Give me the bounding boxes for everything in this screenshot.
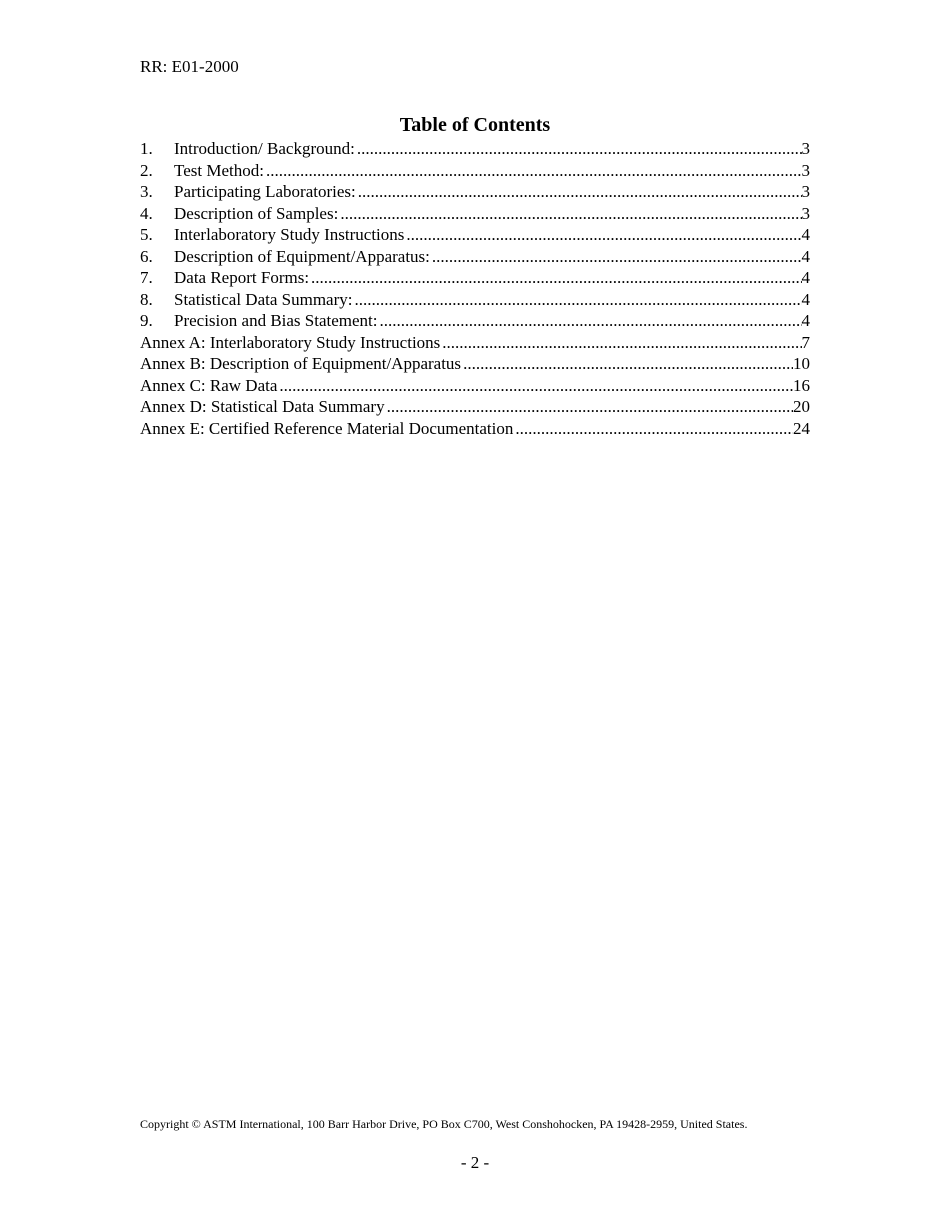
toc-entry-label: Introduction/ Background:	[174, 139, 355, 158]
toc-entry-label: Test Method:	[174, 160, 264, 180]
toc-dot-leader	[266, 160, 802, 182]
toc-entry-label: Data Report Forms:	[174, 268, 310, 287]
toc-dot-leader	[387, 396, 793, 418]
toc-entry-page: 3	[801, 139, 810, 158]
page-number: - 2 -	[460, 1153, 490, 1172]
toc-entry-annex-d[interactable]	[140, 396, 810, 418]
toc-entry-page: 7	[801, 332, 810, 352]
toc-entry-participating-laboratories[interactable]	[140, 181, 810, 203]
toc-title: Table of Contents	[399, 114, 551, 136]
toc-entry-number: 4.	[140, 203, 153, 223]
toc-entry-label: Statistical Data Summary:	[174, 289, 353, 309]
toc-entry-number: 7.	[140, 268, 153, 287]
toc-entry-page: 10	[793, 354, 810, 373]
toc-entry-label: Interlaboratory Study Instructions	[174, 225, 405, 244]
toc-entry-label: Annex D: Statistical Data Summary	[140, 397, 385, 416]
toc-entry-number: 5.	[140, 225, 153, 244]
toc-entry-page: 4	[801, 268, 810, 287]
toc-entry-label: Annex A: Interlaboratory Study Instructions	[140, 332, 441, 352]
toc-dot-leader	[340, 203, 801, 225]
toc-entry-page: 4	[801, 311, 810, 330]
toc-dot-leader	[406, 224, 801, 246]
toc-dot-leader	[442, 332, 801, 354]
toc-entry-page: 3	[801, 203, 810, 223]
toc-entry-number: 1.	[140, 139, 153, 158]
toc-entry-page: 24	[793, 418, 810, 438]
toc-entry-description-of-samples[interactable]	[140, 203, 810, 225]
toc-entry-annex-e[interactable]	[140, 418, 810, 440]
toc-entry-statistical-data-summary[interactable]	[140, 289, 810, 311]
toc-entry-annex-a[interactable]	[140, 332, 810, 354]
toc-entry-page: 4	[801, 289, 810, 309]
toc-entry-page: 3	[801, 160, 810, 180]
toc-entry-precision-and-bias[interactable]	[140, 310, 810, 332]
document-id-header: RR: E01-2000	[140, 57, 239, 76]
toc-entry-page: 4	[801, 246, 810, 266]
toc-entry-number: 3.	[140, 182, 153, 201]
toc-entry-data-report-forms[interactable]	[140, 267, 810, 289]
toc-entry-number: 6.	[140, 246, 153, 266]
toc-dot-leader	[311, 267, 801, 289]
toc-dot-leader	[357, 138, 802, 160]
toc-dot-leader	[515, 418, 793, 440]
toc-entry-label: Description of Samples:	[174, 203, 339, 223]
toc-entry-label: Annex B: Description of Equipment/Apparatus	[140, 354, 462, 373]
toc-entry-interlaboratory-study-instructions[interactable]	[140, 224, 810, 246]
toc-entry-label: Annex C: Raw Data	[140, 375, 278, 395]
toc-entry-number: 8.	[140, 289, 153, 309]
toc-dot-leader	[354, 289, 801, 311]
table-of-contents	[140, 138, 810, 439]
toc-entry-label: Description of Equipment/Apparatus:	[174, 246, 430, 266]
toc-entry-label: Annex E: Certified Reference Material Documentation	[140, 418, 514, 438]
toc-entry-page: 20	[793, 397, 810, 416]
copyright-notice: Copyright © ASTM International, 100 Barr Harbor Drive, PO Box C700, West Conshohocken, PA 19428-2959, United States.	[140, 1117, 748, 1131]
toc-dot-leader	[432, 246, 802, 268]
toc-entry-page: 16	[793, 375, 810, 395]
toc-dot-leader	[380, 310, 802, 332]
toc-entry-annex-b[interactable]	[140, 353, 810, 375]
toc-entry-page: 3	[801, 182, 810, 201]
toc-dot-leader	[279, 375, 793, 397]
toc-dot-leader	[463, 353, 793, 375]
toc-entry-label: Precision and Bias Statement:	[174, 311, 378, 330]
toc-entry-label: Participating Laboratories:	[174, 182, 356, 201]
toc-entry-number: 9.	[140, 311, 153, 330]
toc-entry-page: 4	[801, 225, 810, 244]
toc-entry-description-of-equipment[interactable]	[140, 246, 810, 268]
toc-entry-introduction[interactable]	[140, 138, 810, 160]
toc-entry-number: 2.	[140, 160, 153, 180]
toc-entry-test-method[interactable]	[140, 160, 810, 182]
toc-dot-leader	[358, 181, 802, 203]
toc-entry-annex-c[interactable]	[140, 375, 810, 397]
